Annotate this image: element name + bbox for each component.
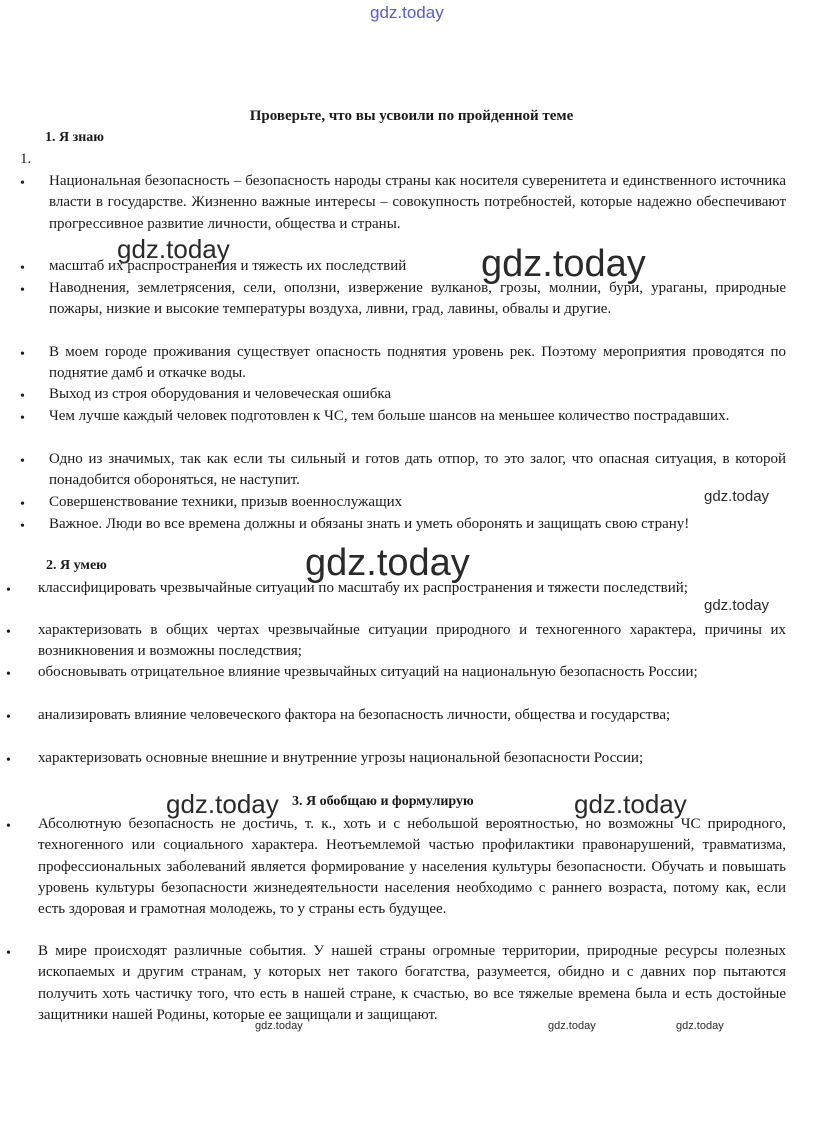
bullet-icon: • bbox=[20, 261, 25, 276]
list-item: характеризовать в общих чертах чрезвычайные ситуации природного и техногенного характера, причины их возникновения и возможны последствия; bbox=[38, 622, 786, 660]
list-item: характеризовать основные внешние и внутренние угрозы национальной безопасности России; bbox=[38, 750, 644, 766]
list-item: В моем городе проживания существует опасность поднятия уровень рек. Поэтому мероприятия проводятся по поднятие дамб и откачке воды. bbox=[49, 344, 786, 382]
list-item: Наводнения, землетрясения, сели, оползни, извержение вулканов, грозы, молнии, бури, ураганы, природные пожары, низкие и высокие температуры воздуха, ливни, град, лавины, обвалы и другие. bbox=[49, 280, 786, 318]
watermark: gdz.today bbox=[166, 789, 279, 819]
watermark-top[interactable]: gdz.today bbox=[370, 3, 444, 22]
bullet-icon: • bbox=[6, 625, 11, 640]
list-item: Одно из значимых, так как если ты сильный и готов дать отпор, то это залог, что опасная ситуация, в которой понадобится обороняться, не наступит. bbox=[49, 451, 786, 489]
watermark: gdz.today bbox=[117, 234, 230, 264]
watermark: gdz.today bbox=[305, 542, 470, 584]
section-title-know: 1. Я знаю bbox=[45, 130, 105, 145]
watermark: gdz.today bbox=[704, 488, 770, 505]
list-item: масштаб их распространения и тяжесть их последствий bbox=[49, 258, 407, 274]
list-item: Национальная безопасность – безопасность народы страны как носителя суверенитета и единственного источника власти в государстве. Жизненно важные интересы – совокупность потребностей, которые надежно обеспечивают прогрессивное развитие личности, общества и страны. bbox=[49, 173, 786, 232]
bullet-icon: • bbox=[6, 753, 11, 768]
watermark: gdz.today bbox=[548, 1020, 596, 1032]
list-item: Абсолютную безопасность не достичь, т. к., хоть и с небольшой вероятностью, но возможны ЧС природного, техногенного или социального характера. Неотъемлемой частью профилактики правонарушений, травматизма, профессиональных заболеваний является формирование у населения культуры безопасности. Обучать и повышать уровень культуры безопасности жизнедеятельности населения необходимо с раннего возраста, потому как, если есть здоровая и грамотная молодежь, то у страны есть будущее. bbox=[38, 816, 786, 918]
list-item: Выход из строя оборудования и человеческая ошибка bbox=[49, 386, 392, 402]
watermark: gdz.today bbox=[574, 789, 687, 819]
bullet-icon: • bbox=[6, 583, 11, 598]
list-item: обосновывать отрицательное влияние чрезвычайных ситуаций на национальную безопасность России; bbox=[38, 664, 698, 680]
bullet-icon: • bbox=[6, 819, 11, 834]
bullet-icon: • bbox=[20, 283, 25, 298]
bullet-icon: • bbox=[20, 454, 25, 469]
list-item: Важное. Люди во все времена должны и обязаны знать и уметь оборонять и защищать свою страну! bbox=[49, 516, 690, 532]
section-title-generalize: 3. Я обобщаю и формулирую bbox=[292, 794, 474, 809]
section-number: 1. bbox=[20, 151, 32, 167]
watermark: gdz.today bbox=[481, 243, 646, 285]
watermark: gdz.today bbox=[255, 1020, 303, 1032]
bullet-icon: • bbox=[20, 411, 25, 426]
bullet-icon: • bbox=[6, 946, 11, 961]
page-title: Проверьте, что вы усвоили по пройденной теме bbox=[249, 108, 574, 124]
bullet-icon: • bbox=[20, 347, 25, 362]
watermark: gdz.today bbox=[704, 597, 770, 614]
watermark: gdz.today bbox=[676, 1020, 724, 1032]
bullet-icon: • bbox=[20, 497, 25, 512]
list-item: В мире происходят различные события. У нашей страны огромные территории, природные ресурсы полезных ископаемых и другим странам, у которых нет такого богатства, разумеется, обидно и с давних пор пытаются получить хоть частичку того, что есть в нашей стране, к счастью, во все тяжелые времена была и есть достойные защитники нашей Родины, которые ее защищали и защищают. bbox=[38, 943, 786, 1023]
bullet-icon: • bbox=[20, 519, 25, 534]
list-item: Совершенствование техники, призыв военнослужащих bbox=[49, 494, 403, 510]
list-item: анализировать влияние человеческого фактора на безопасность личности, общества и государства; bbox=[38, 707, 671, 723]
bullet-icon: • bbox=[20, 176, 25, 191]
bullet-icon: • bbox=[6, 667, 11, 682]
list-item: Чем лучше каждый человек подготовлен к ЧС, тем больше шансов на меньшее количество пострадавших. bbox=[49, 408, 730, 424]
bullet-icon: • bbox=[20, 389, 25, 404]
bullet-icon: • bbox=[6, 710, 11, 725]
list-item: классифицировать чрезвычайные ситуации по масштабу их распространения и тяжести последствий; bbox=[38, 580, 688, 596]
section-title-can: 2. Я умею bbox=[46, 558, 107, 573]
